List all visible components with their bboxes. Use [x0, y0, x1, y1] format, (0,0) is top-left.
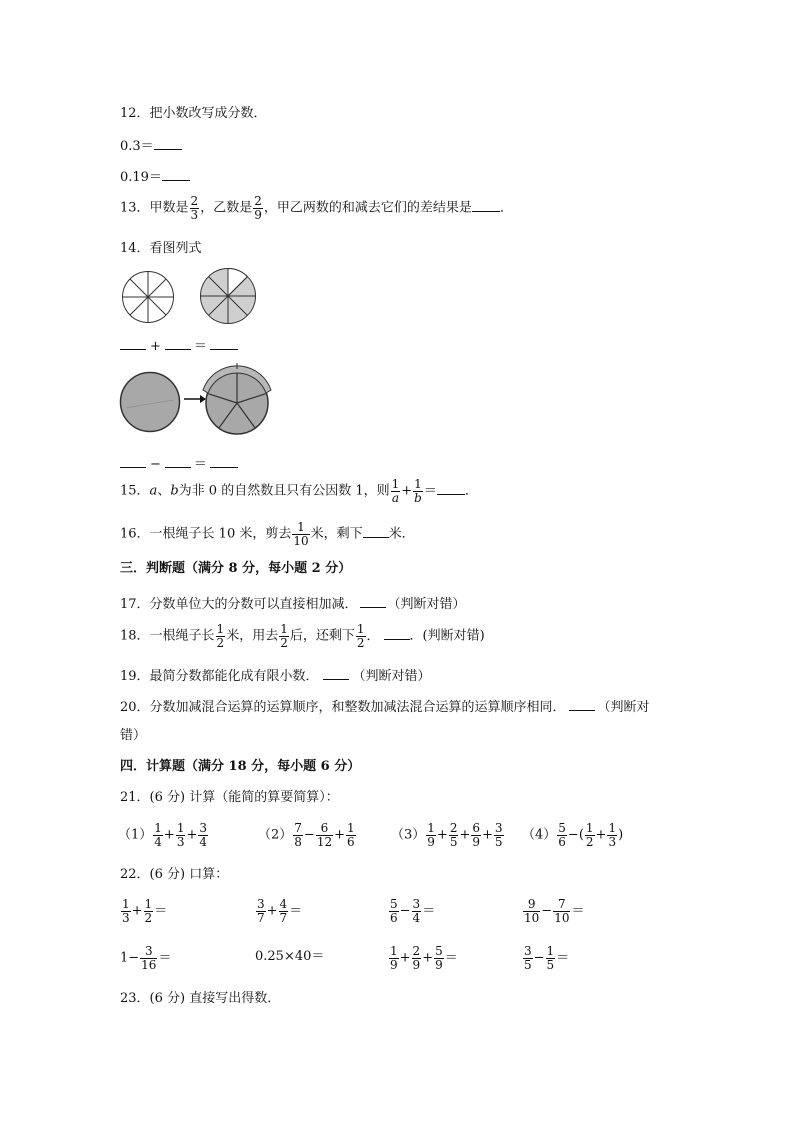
q21-frac-num: 1	[176, 821, 185, 835]
q17-line	[120, 595, 466, 611]
q21-item-label: （1）	[118, 827, 153, 843]
q16-text-3: 米．	[388, 526, 415, 542]
q21-frac-den: 3	[176, 834, 185, 849]
q21-op: +	[334, 827, 346, 843]
q22-frac-num: 4	[279, 897, 288, 911]
q22-op: +	[266, 903, 278, 919]
q17-note: （判断对错）	[387, 597, 466, 612]
q22-frac	[412, 898, 422, 924]
q21-frac	[198, 822, 208, 848]
q21-op: +	[595, 827, 607, 843]
q21-frac-den: 9	[427, 834, 435, 849]
q21-op: −(	[567, 827, 584, 843]
q15-blank[interactable]	[437, 482, 465, 495]
q22-frac	[523, 898, 540, 924]
q13-text-1: 13．甲数是	[120, 200, 189, 216]
q14-disc-full	[118, 370, 182, 434]
q22-r2-item-1	[120, 945, 171, 971]
q21-item-3	[391, 822, 505, 848]
q15-var-a: a	[149, 483, 158, 499]
q22-frac	[121, 898, 131, 924]
q15-eq: ＝	[423, 483, 437, 499]
q22-eq: ＝	[556, 950, 570, 966]
q22-frac-den: 9	[390, 957, 398, 972]
q14-eq: ＝	[193, 339, 207, 354]
q21-op: +	[436, 827, 448, 843]
q16-text-1: 16．一根绳子长 10 米，剪去	[120, 526, 292, 542]
q22-frac-num: 3	[524, 944, 532, 958]
q21-frac-num: 5	[558, 821, 566, 835]
q21-frac	[585, 822, 595, 848]
q21-item-label: （3）	[391, 827, 426, 843]
q14-blank-4[interactable]	[120, 455, 146, 468]
q22-r1-item-1	[120, 898, 167, 924]
q22-frac-num: 1	[390, 944, 398, 958]
q20-note: （判断对	[597, 700, 650, 715]
section-4-title: 四．计算题（满分 18 分，每小题 6 分）	[120, 759, 361, 774]
q12-blank-2[interactable]	[162, 168, 190, 181]
q14-eq-1	[120, 337, 238, 353]
q21-frac-num: 1	[347, 821, 355, 835]
q21-frac	[471, 822, 481, 848]
q21-frac	[153, 822, 163, 848]
q21-frac-num: 2	[449, 821, 458, 835]
q15-plus: +	[401, 483, 413, 499]
q14-circle-2	[198, 266, 258, 326]
q22-frac-num: 7	[558, 897, 566, 911]
q16-frac: $\frac{1}{10}$	[293, 520, 309, 548]
q21-frac	[449, 822, 459, 848]
q13-end: ．	[499, 200, 513, 216]
q22-eq: ＝	[289, 903, 303, 919]
q22-title: 22．(6 分) 口算：	[120, 867, 229, 882]
q22-frac	[553, 898, 570, 924]
q15-var-b: b	[170, 483, 179, 499]
q21-op: +	[482, 827, 493, 843]
q22-frac-den: 9	[435, 957, 443, 972]
q21-op: +	[459, 827, 471, 843]
q22-frac-num: 3	[412, 897, 421, 911]
q21-frac	[176, 822, 186, 848]
q14-blank-2[interactable]	[165, 337, 191, 350]
q22-eq: ＝	[422, 903, 436, 919]
q21-frac-num: 7	[294, 821, 302, 835]
q21-frac-den: 6	[347, 834, 355, 849]
q14-eq-2-sign: ＝	[193, 457, 207, 472]
q22-frac-num: 1	[546, 944, 555, 958]
q22-op: −	[533, 950, 545, 966]
q21-frac-den: 8	[294, 834, 302, 849]
q21-op: )	[618, 827, 624, 843]
q12-line1-text: 0.3＝	[120, 139, 154, 154]
q21-item-1	[118, 822, 209, 848]
q14-plus: +	[150, 339, 161, 354]
q22-eq: ＝	[154, 903, 168, 919]
q22-frac-num: 9	[527, 897, 536, 911]
q21-frac-den: 12	[316, 834, 333, 849]
q15-num: 15．	[120, 483, 150, 499]
q16-line	[120, 521, 415, 547]
q13-line	[120, 195, 513, 221]
q21-frac-den: 6	[558, 834, 566, 849]
q21-frac	[293, 822, 303, 848]
q22-eq: ＝	[158, 950, 172, 966]
q20-text: 20．分数加减混合运算的运算顺序，和整数加减法混合运算的运算顺序相同．	[120, 700, 566, 715]
q20-line-2: 错）	[120, 728, 147, 743]
q22-r2-item-4	[522, 945, 569, 971]
q21-frac-num: 1	[154, 821, 162, 835]
q21-frac-num: 3	[199, 821, 208, 835]
q14-minus: −	[150, 457, 161, 472]
q22-frac	[412, 945, 422, 971]
q15-end: ．	[464, 483, 478, 499]
q21-item-label: （2）	[258, 827, 293, 843]
q19-text: 19．最简分数都能化成有限小数．	[120, 669, 319, 684]
q22-frac	[434, 945, 444, 971]
q22-frac-den: 16	[141, 957, 157, 972]
q22-frac-den: 6	[390, 910, 398, 925]
q16-text-2: 米，剩下	[310, 526, 363, 542]
q13-blank[interactable]	[472, 199, 500, 212]
q21-frac	[607, 822, 617, 848]
q12-line2	[120, 168, 190, 184]
q21-frac-num: 1	[608, 821, 617, 835]
q22-r1-item-3	[388, 898, 435, 924]
q23-title: 23．(6 分) 直接写出得数．	[120, 991, 281, 1006]
q22-r2-item-2: 0.25×40＝	[255, 949, 325, 964]
q21-op: +	[186, 827, 198, 843]
q22-frac-num: 5	[390, 897, 398, 911]
q14-disc-split	[200, 360, 274, 438]
q21-frac	[346, 822, 356, 848]
q21-op: −	[303, 827, 315, 843]
q22-frac	[256, 898, 266, 924]
q20-blank[interactable]	[569, 698, 595, 711]
q18-text-2: 米，用去	[226, 628, 279, 644]
q15-text: 为非 0 的自然数且只有公因数 1，则	[178, 483, 390, 499]
q22-op: −	[399, 903, 411, 919]
q15-line	[120, 478, 478, 504]
q12-blank-1[interactable]	[154, 137, 182, 150]
q22-r1-item-2	[255, 898, 302, 924]
q22-frac-num: 1	[122, 897, 130, 911]
q18-frac-1: $\frac{1}{2}$	[216, 622, 225, 650]
q14-circle-1	[120, 269, 176, 325]
q18-text-4: ．	[366, 628, 380, 644]
q22-eq: ＝	[571, 903, 585, 919]
q15-frac-a: $\frac{1}{a}$	[391, 477, 400, 505]
q21-frac-num: 6	[320, 821, 329, 835]
q18-note: ．(判断对错)	[409, 628, 485, 644]
q22-eq: ＝	[444, 950, 458, 966]
q12-line2-text: 0.19＝	[120, 170, 162, 185]
q21-frac-den: 9	[472, 834, 481, 849]
q21-frac	[426, 822, 436, 848]
q18-text-3: 后，还剩下	[289, 628, 355, 644]
q22-frac	[144, 898, 154, 924]
q22-lead: 1−	[120, 950, 140, 966]
q22-frac-num: 3	[144, 944, 153, 958]
q18-frac-3: $\frac{1}{2}$	[356, 622, 365, 650]
q19-note: （判断对错）	[352, 669, 431, 684]
q22-frac	[546, 945, 556, 971]
q21-frac-num: 1	[427, 821, 435, 835]
q22-frac	[279, 898, 289, 924]
q18-text-1: 18．一根绳子长	[120, 628, 215, 644]
q22-frac-den: 10	[554, 910, 570, 925]
q20-line	[120, 698, 650, 714]
q16-blank[interactable]	[363, 525, 389, 538]
q21-frac-den: 5	[494, 834, 503, 849]
q13-text-3: ，甲乙两数的和减去它们的差结果是	[263, 200, 472, 216]
q14-blank-6[interactable]	[210, 455, 238, 468]
q22-op: +	[399, 950, 411, 966]
q14-title: 14．看图列式	[120, 241, 202, 256]
q22-frac-den: 7	[279, 910, 288, 925]
q22-op: +	[422, 950, 434, 966]
q21-frac-num: 3	[494, 821, 503, 835]
q14-blank-3[interactable]	[210, 337, 238, 350]
q18-frac-2: $\frac{1}{2}$	[280, 622, 288, 650]
q22-frac-den: 10	[524, 910, 540, 925]
q15-frac-b: $\frac{1}{b}$	[414, 477, 422, 505]
q21-frac-num: 1	[585, 821, 594, 835]
q22-frac-den: 5	[546, 957, 555, 972]
q21-op: +	[163, 827, 175, 843]
q21-frac	[494, 822, 504, 848]
q21-frac-den: 2	[585, 834, 594, 849]
q12-line1	[120, 137, 182, 153]
q21-frac-den: 4	[154, 834, 162, 849]
q22-frac	[523, 945, 533, 971]
q22-frac-den: 4	[412, 910, 421, 925]
q22-r1-item-4	[522, 898, 584, 924]
q22-frac-den: 5	[524, 957, 532, 972]
q22-r2-item-3	[388, 945, 458, 971]
q22-frac-num: 3	[257, 897, 265, 911]
q21-item-2	[258, 822, 357, 848]
q22-frac-num: 5	[435, 944, 443, 958]
q21-frac-den: 3	[608, 834, 617, 849]
q22-frac	[140, 945, 157, 971]
q22-frac-num: 2	[412, 944, 421, 958]
q17-blank[interactable]	[360, 595, 386, 608]
q13-frac-2: $\frac{2}{9}$	[254, 194, 262, 222]
q13-text-2: ，乙数是	[200, 200, 253, 216]
q14-eq-2	[120, 455, 238, 471]
q22-frac-den: 7	[257, 910, 265, 925]
q22-frac-den: 2	[144, 910, 153, 925]
q15-sep: 、	[157, 483, 171, 499]
q21-frac-den: 5	[449, 834, 458, 849]
q13-frac-1: $\frac{2}{3}$	[190, 194, 199, 222]
q21-item-label: （4）	[522, 827, 557, 843]
q21-title: 21．(6 分) 计算（能简的算要简算）：	[120, 790, 339, 805]
q19-line	[120, 667, 431, 683]
q21-frac-num: 6	[472, 821, 481, 835]
q21-frac	[316, 822, 333, 848]
q22-frac	[389, 898, 399, 924]
q21-item-4	[522, 822, 623, 848]
q22-frac-den: 3	[122, 910, 130, 925]
q22-frac	[389, 945, 399, 971]
q18-blank[interactable]	[384, 627, 410, 640]
q22-frac-num: 1	[144, 897, 153, 911]
q12-title: 12．把小数改写成分数．	[120, 106, 267, 121]
q21-frac	[557, 822, 567, 848]
q19-blank[interactable]	[323, 667, 349, 680]
q17-text: 17．分数单位大的分数可以直接相加减．	[120, 597, 358, 612]
q22-op: −	[541, 903, 553, 919]
q18-line	[120, 623, 485, 649]
section-3-title: 三．判断题（满分 8 分，每小题 2 分）	[120, 561, 352, 576]
q14-blank-5[interactable]	[165, 455, 191, 468]
q22-frac-den: 9	[412, 957, 421, 972]
q21-frac-den: 4	[199, 834, 208, 849]
q22-op: +	[131, 903, 143, 919]
q14-blank-1[interactable]	[120, 337, 146, 350]
